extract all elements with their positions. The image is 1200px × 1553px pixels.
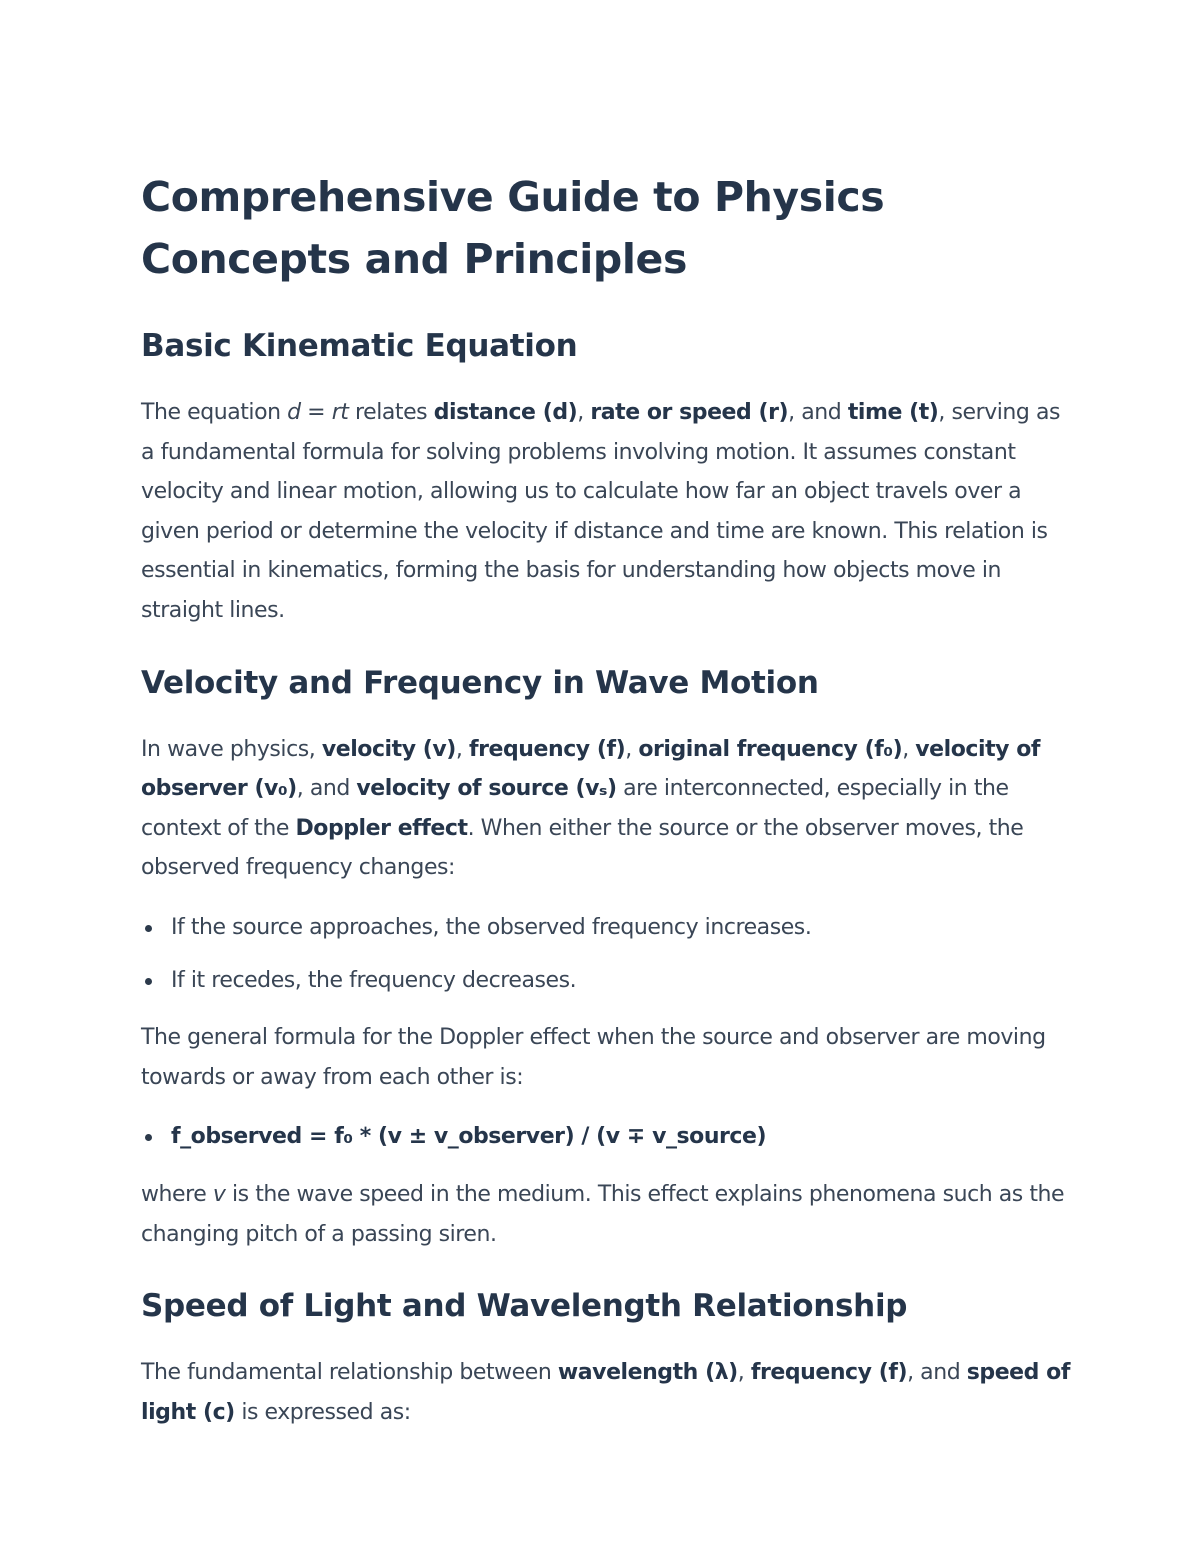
inline-equation: d = rt	[287, 400, 349, 425]
term-distance: distance (d)	[433, 400, 578, 425]
term-velocity: velocity (v)	[321, 736, 456, 762]
term-speed-of-light: speed of light (c)	[141, 1360, 1070, 1425]
list-item: If the source approaches, the observed frequency increases.	[141, 908, 1071, 948]
term-velocity-source: velocity of source (vₛ)	[356, 776, 617, 802]
inline-variable-v: v	[212, 1181, 226, 1207]
term-frequency-light: frequency (f)	[750, 1360, 908, 1386]
heading-wave-motion: Velocity and Frequency in Wave Motion	[141, 664, 819, 701]
doppler-formula: f_observed = f₀ * (v ± v_observer) / (v ∓ v_source)	[141, 1117, 1071, 1157]
document-content	[141, 166, 1071, 1452]
term-original-frequency: original frequency (f₀)	[638, 736, 903, 762]
term-time: time (t)	[847, 400, 939, 425]
doppler-bullet-list	[141, 908, 1071, 1000]
paragraph-kinematic: The equation d = rt relates distance (d), rate or speed (r), and time (t), serving as a fundamental formula for solving problems involving motion. It assumes constant velocity and linear motion, allowing us to calculate how far an object travels over a given period or determine the velocity if distance and time are known. This relation is essential in kinematics, forming the basis for understanding how objects move in straight lines.	[141, 400, 1061, 623]
heading-speed-of-light: Speed of Light and Wavelength Relationship	[141, 1288, 908, 1325]
term-wavelength: wavelength (λ)	[557, 1360, 738, 1386]
term-frequency: frequency (f)	[469, 736, 626, 762]
list-item: If it recedes, the frequency decreases.	[141, 961, 1071, 1001]
term-doppler-effect: Doppler effect	[295, 815, 468, 841]
heading-basic-kinematic-equation: Basic Kinematic Equation	[141, 328, 578, 364]
formula-list	[141, 1117, 1071, 1157]
paragraph-wave-intro: In wave physics, velocity (v), frequency (f), original frequency (f₀), velocity of observer (v₀), and velocity of source (vₛ) are interconnected, especially in the context of the Doppler effect. When either the source or the observer moves, the observed frequency changes:	[141, 736, 1041, 881]
term-velocity-observer: velocity of observer (v₀)	[141, 736, 1041, 802]
term-rate: rate or speed (r)	[590, 400, 789, 425]
paragraph-doppler-formula-intro: The general formula for the Doppler effect when the source and observer are moving towards or away from each other is:	[141, 1025, 1046, 1090]
paragraph-doppler-explanation: where v is the wave speed in the medium. This effect explains phenomena such as the changing pitch of a passing siren.	[141, 1181, 1065, 1247]
paragraph-light-relationship: The fundamental relationship between wavelength (λ), frequency (f), and speed of light (c) is expressed as:	[141, 1360, 1070, 1425]
page-title: Comprehensive Guide to Physics Concepts and Principles	[141, 173, 885, 283]
